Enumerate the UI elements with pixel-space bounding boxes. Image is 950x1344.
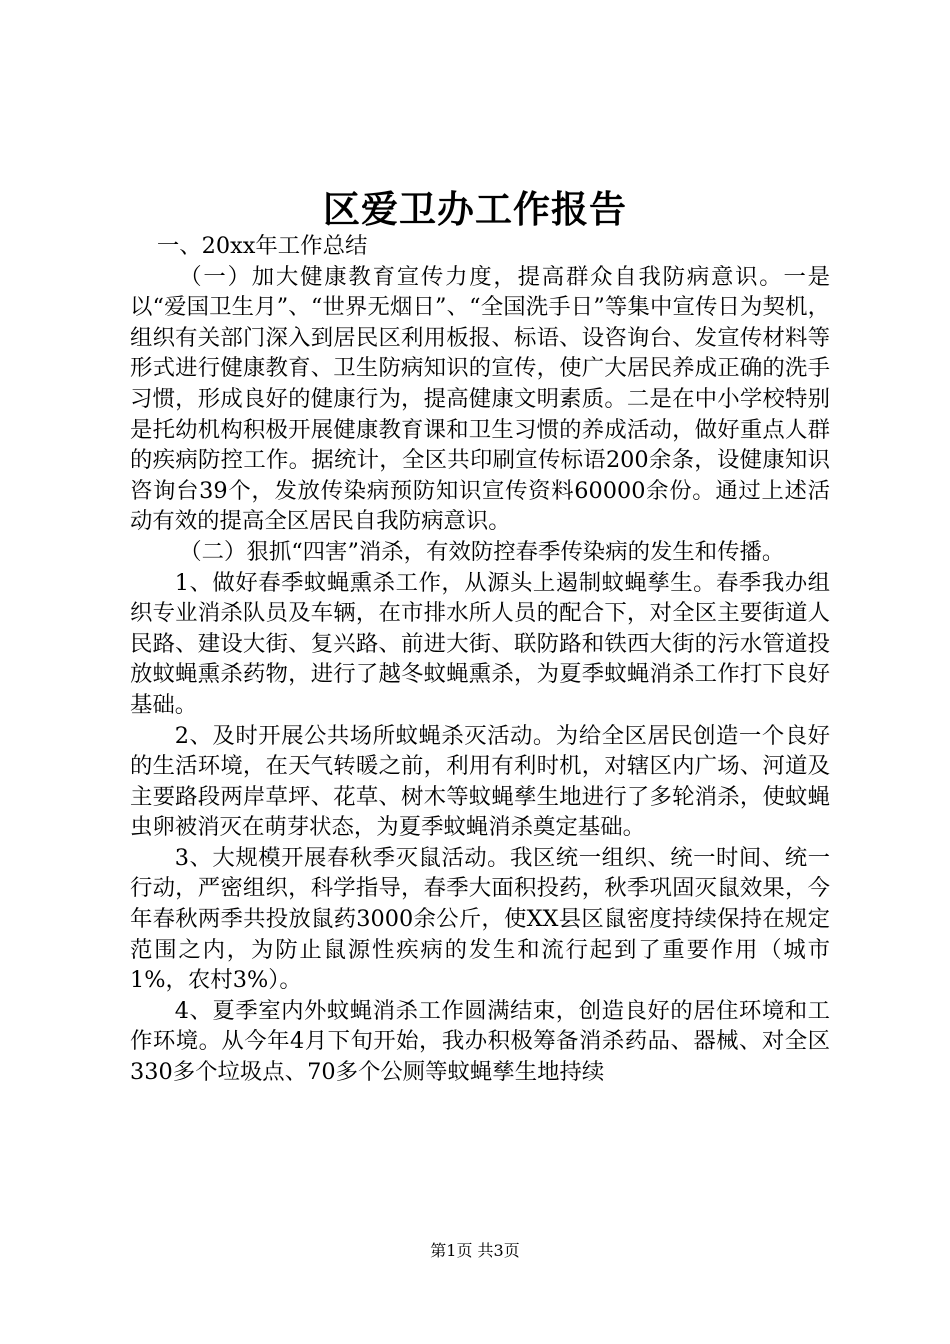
document-title: 区爱卫办工作报告 — [323, 187, 627, 231]
paragraph-four-pests: （二）狠抓“四害”消杀，有效防控春季传染病的发生和传播。 — [179, 538, 785, 565]
paragraph-summer-disinfection: 4、夏季室内外蚊蝇消杀工作圆满结束，创造良好的居住环境和工作环境。从今年4月下旬开始，我办积极筹备消杀药品、器械、对全区330多个垃圾点、70多个公厕等蚊蝇孳生地持续 — [130, 997, 830, 1086]
document-body — [130, 231, 830, 1088]
paragraph-public-places: 2、及时开展公共场所蚊蝇杀灭活动。为给全区居民创造一个良好的生活环境，在天气转暖之前，利用有利时机，对辖区内广场、河道及主要路段两岸草坪、花草、树木等蚊蝇孳生地进行了多轮消杀，使蚊蝇虫卵被消灭在萌芽状态，为夏季蚊蝇消杀奠定基础。 — [130, 722, 830, 841]
paragraph-health-education: （一）加大健康教育宣传力度，提高群众自我防病意识。一是以“爱国卫生月”、“世界无烟日”、“全国洗手日”等集中宣传日为契机，组织有关部门深入到居民区利用板报、标语、设咨询台、发宣传材料等形式进行健康教育、卫生防病知识的宣传，使广大居民养成正确的洗手习惯，形成良好的健康行为，提高健康文明素质。二是在中小学校特别是托幼机构积极开展健康教育课和卫生习惯的养成活动，做好重点人群的疾病防控工作。据统计，全区共印刷宣传标语200余条，设健康知识咨询台39个，发放传染病预防知识宣传资料60000余份。通过上述活动有效的提高全区居民自我防病意识。 — [130, 263, 830, 535]
page-footer: 第1页 共3页 — [430, 1241, 520, 1260]
section-heading-summary: 一、20xx年工作总结 — [156, 233, 368, 259]
paragraph-rodent-control: 3、大规模开展春秋季灭鼠活动。我区统一组织、统一时间、统一行动，严密组织，科学指导，春季大面积投药，秋季巩固灭鼠效果，今年春秋两季共投放鼠药3000余公斤，使XX县区鼠密度持续保持在规定范围之内，为防止鼠源性疾病的发生和流行起到了重要作用（城市1%，农村3%）。 — [130, 844, 830, 994]
paragraph-spring-fumigation: 1、做好春季蚊蝇熏杀工作，从源头上遏制蚊蝇孳生。春季我办组织专业消杀队员及车辆，在市排水所人员的配合下，对全区主要街道人民路、建设大街、复兴路、前进大街、联防路和铁西大街的污水管道投放蚊蝇熏杀药物，进行了越冬蚊蝇熏杀，为夏季蚊蝇消杀工作打下良好基础。 — [130, 569, 830, 718]
